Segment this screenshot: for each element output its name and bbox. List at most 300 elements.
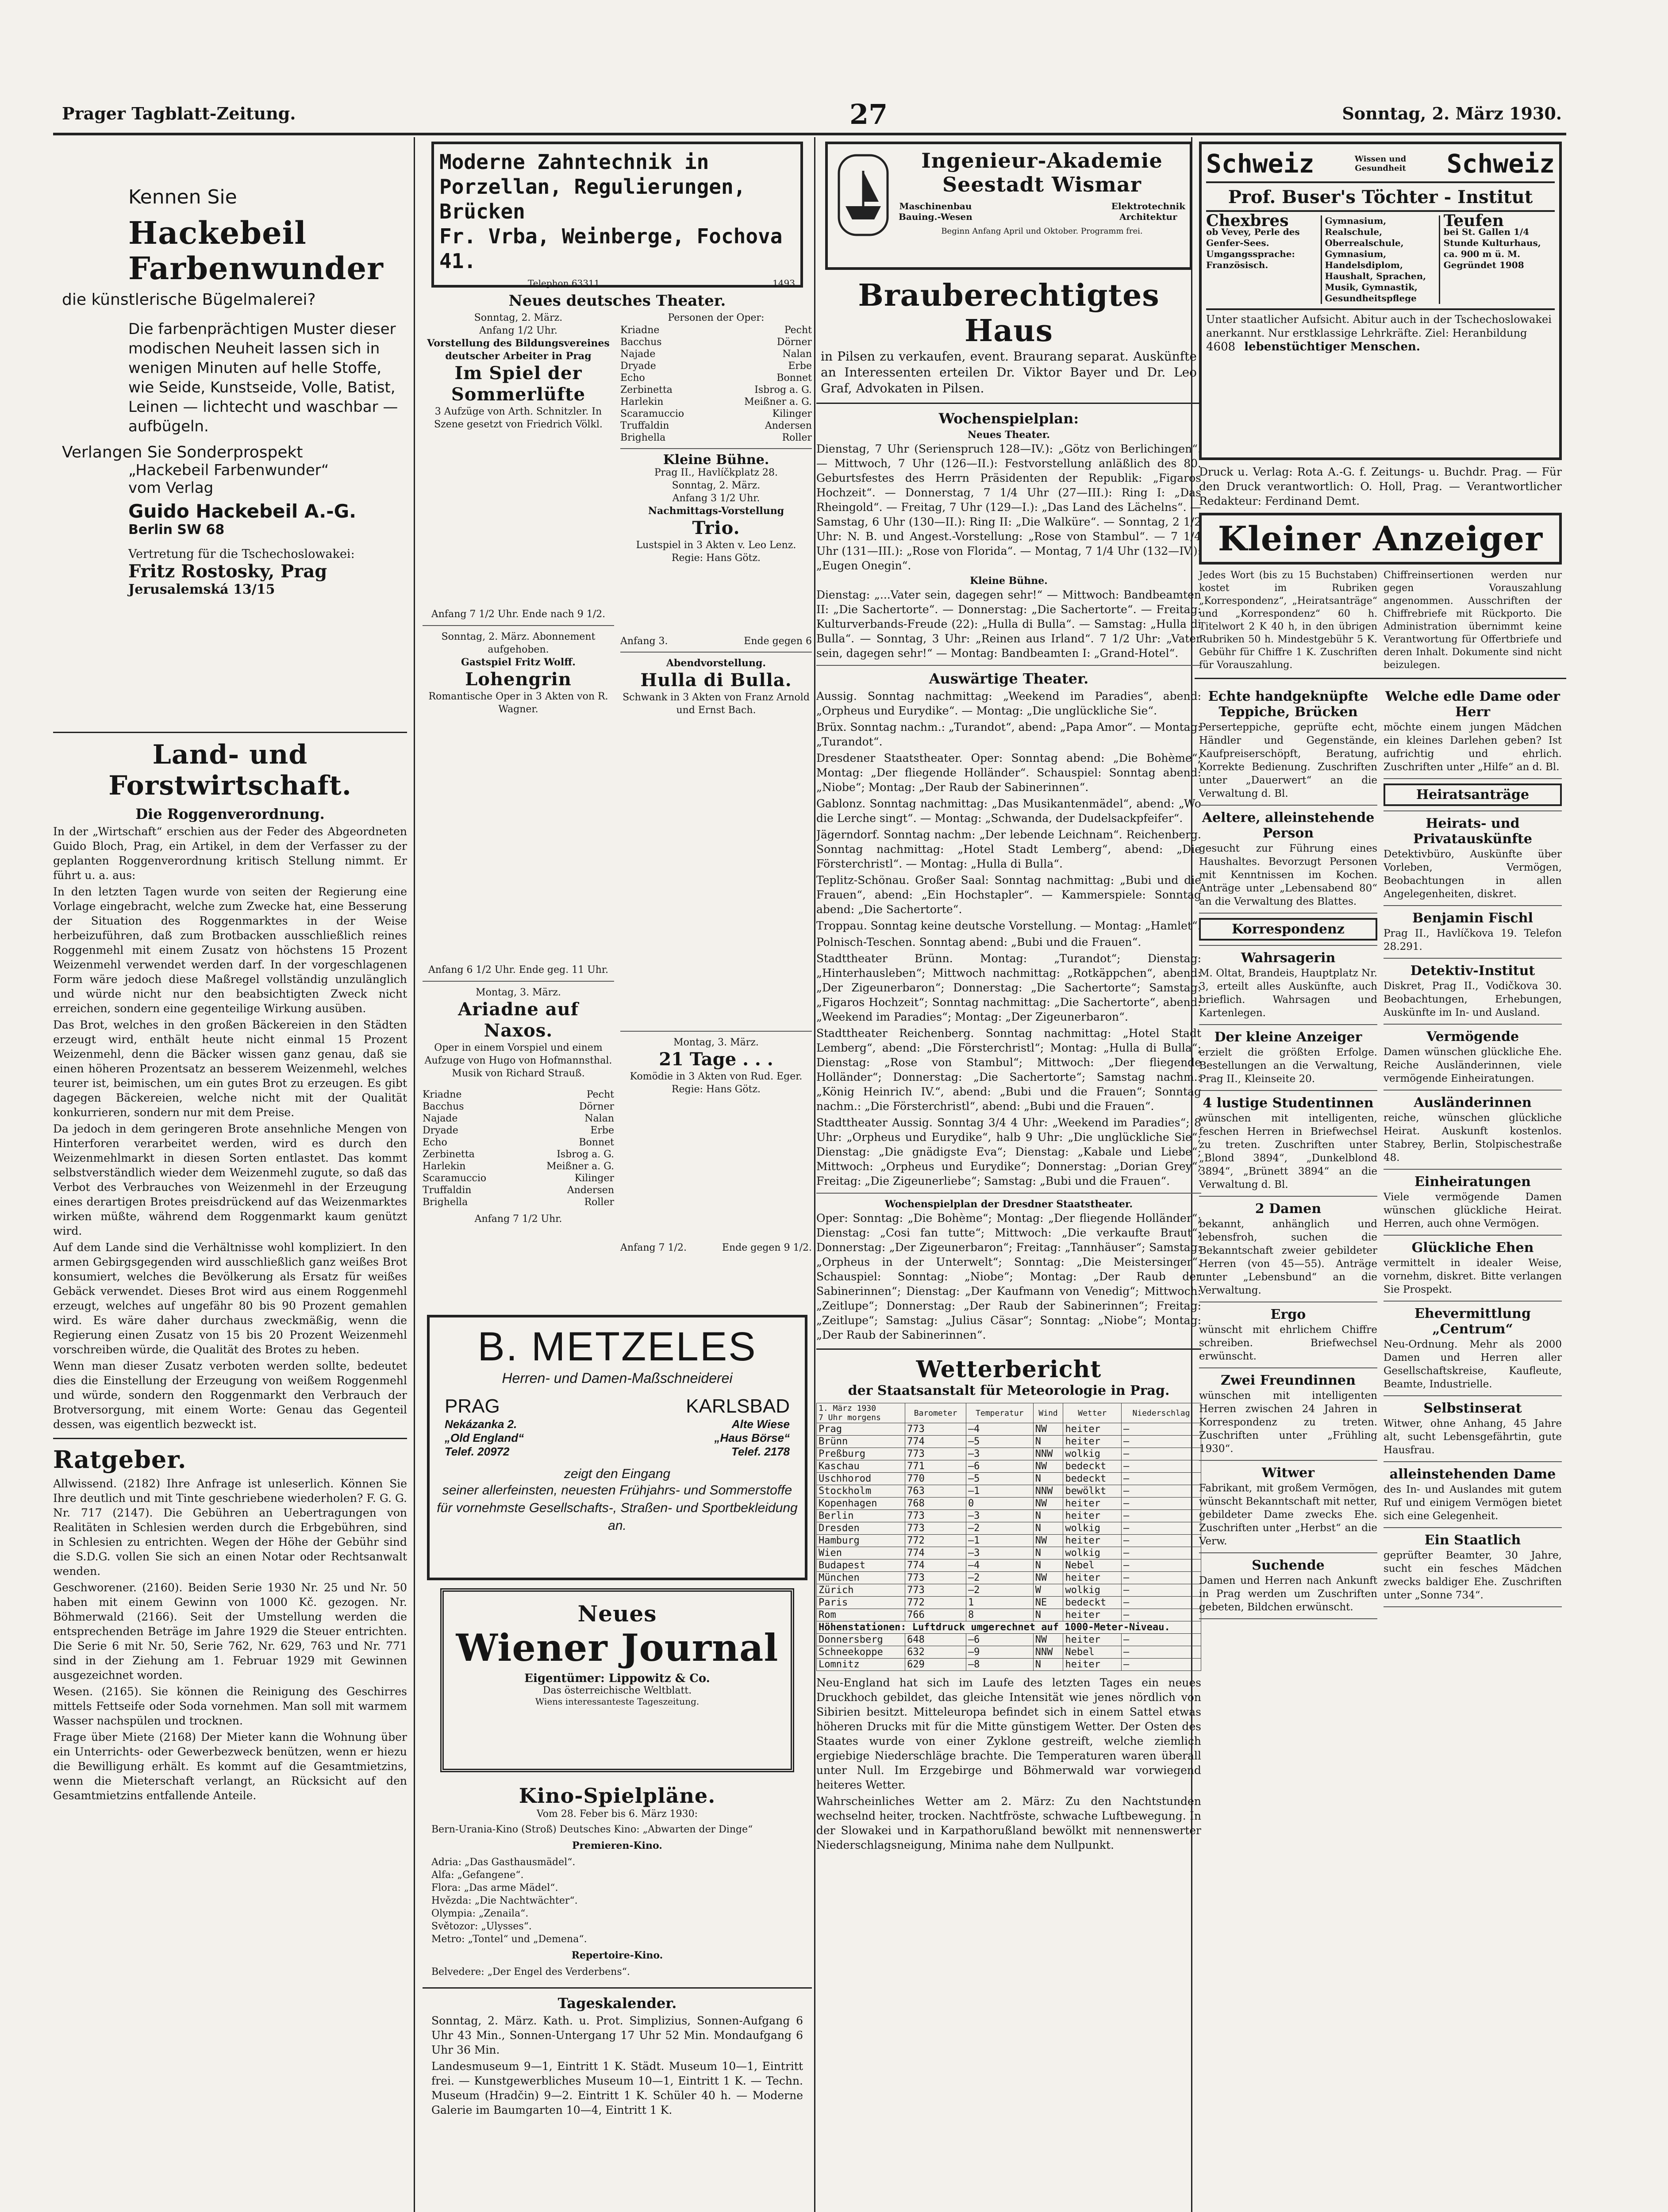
classified-ad xyxy=(1384,910,1562,959)
metzeles-prag: PRAG Nekázanka 2. „Old England“ Telef. 20972 xyxy=(445,1395,524,1458)
tarif-left: Jedes Wort (bis zu 15 Buchstaben) kostet im Rubriken „Korrespondenz“, „Heiratsanträge“ und „Korrespondenz“ 60 h. Titelwort 2 K 40 h, in den übrigen Rubriken 50 h. Mindestgebühr 5 K. Gebühr für Chiffre 1 K. Zuschriften für Vorauszahlung. xyxy=(1199,570,1377,671)
program-line: Sonntag, 2. März. Abonnement aufgehoben. xyxy=(441,631,596,655)
classified-ad xyxy=(1384,816,1562,906)
weather-cell: —3 xyxy=(966,1547,1033,1559)
column-4 xyxy=(1195,137,1566,2212)
weather-cell: NE xyxy=(1033,1597,1063,1609)
zahntechnik-line-1: Moderne Zahntechnik in Porzellan, Regulierungen, Brücken xyxy=(439,150,746,223)
weather-cell: N xyxy=(1033,1473,1063,1485)
classified-ad-title: Ausländerinnen xyxy=(1414,1095,1532,1110)
classified-ad xyxy=(1199,918,1377,946)
akademie-city: Seestadt Wismar xyxy=(942,173,1142,196)
weather-cell: — xyxy=(1122,1646,1201,1659)
classified-ad xyxy=(1384,1306,1562,1396)
classified-ad-title: 2 Damen xyxy=(1255,1201,1322,1217)
weather-cell: — xyxy=(1122,1436,1201,1448)
weather-cell: Donnersberg xyxy=(817,1634,905,1646)
classified-ad-text: Prag II., Havlíčkova 19. Telefon 28.291. xyxy=(1384,928,1562,952)
weather-cell: 773 xyxy=(905,1510,966,1522)
journal-name: Wiener Journal xyxy=(456,1626,779,1670)
classified-ad xyxy=(1199,1029,1377,1091)
ad-vertretung: Vertretung für die Tschechoslowakei: xyxy=(128,547,355,561)
classified-ad-text: erzielt die größten Erfolge. Bestellungen an die Verwaltung, Prag II., Kleinseite 20. xyxy=(1199,1047,1377,1085)
weather-cell: Brünn xyxy=(817,1436,905,1448)
weather-cell: 774 xyxy=(905,1559,966,1572)
column-2 xyxy=(423,137,812,2212)
weather-cell: — xyxy=(1122,1597,1201,1609)
weather-cell: —2 xyxy=(966,1584,1033,1597)
weather-cell: 774 xyxy=(905,1547,966,1559)
weather-cell: — xyxy=(1122,1510,1201,1522)
classified-left xyxy=(1199,685,1377,1624)
weather-cell: Rom xyxy=(817,1609,905,1621)
weather-cell: 773 xyxy=(905,1448,966,1460)
weather-cell: Hamburg xyxy=(817,1535,905,1547)
akademie-ad: Ingenieur-Akademie Seestadt Wismar Maschinenbau Bauing.-Wesen Elektrotechnik Architektur Beginn Anfang April und Oktober. Programm frei. xyxy=(825,142,1192,270)
weather-cell: 774 xyxy=(905,1436,966,1448)
schweiz-left: Schweiz xyxy=(1206,149,1314,179)
article-paragraph: Wenn man dieser Zusatz verboten werden sollte, bedeutet dies die Einstellung der Erzeugung von weißem Roggenmehl und würde, sondern den Roggenmarkt den Verbrauch der Brotversorgung, mit einem Worte: Genau das Gegenteil dessen, was eigentlich bezweckt ist. xyxy=(53,1359,407,1431)
cast-row: Bacchus Dörner xyxy=(423,1101,614,1112)
kino-list xyxy=(423,1820,812,1981)
theater-left xyxy=(423,311,614,1307)
ausw-paragraph: Troppau. Sonntag keine deutsche Vorstellung. — Montag: „Hamlet“. xyxy=(816,919,1201,932)
section-title-theater: Neues deutsches Theater. xyxy=(508,292,726,310)
weather-cell: N xyxy=(1033,1547,1063,1559)
program-line: Regie: Hans Götz. xyxy=(671,553,761,564)
ad-verlangen: Verlangen Sie Sonderprospekt xyxy=(62,443,303,461)
brau-text: in Pilsen zu verkaufen, event. Braurang separat. Auskünfte an Interessenten erteilen Dr. Viktor Bayer und Dr. Leo Graf, Advokaten in Pilsen. xyxy=(821,349,1197,396)
weather-cell: — xyxy=(1122,1423,1201,1436)
auswaertige-title: Auswärtige Theater. xyxy=(929,670,1089,687)
kino-line: Adria: „Das Gasthausmädel“. xyxy=(431,1857,576,1868)
weather-cell: —8 xyxy=(966,1659,1033,1671)
classified-ad-text: reiche, wünschen glückliche Heirat. Auskunft kostenlos. Stabrey, Berlin, Stolpischestraße 48. xyxy=(1384,1112,1562,1164)
weather-cell: — xyxy=(1122,1522,1201,1535)
classified-ad xyxy=(1199,1558,1377,1619)
cast-row: Scaramuccio Kilinger xyxy=(423,1173,614,1184)
classified-ad xyxy=(1384,1401,1562,1462)
weather-row xyxy=(817,1646,1201,1659)
program-line: Montag, 3. März. xyxy=(673,1037,759,1048)
weather-cell: — xyxy=(1122,1448,1201,1460)
ausw-paragraph: Gablonz. Sonntag nachmittag: „Das Musikantenmädel“, abend: „Wo die Lerche singt“. — Montag: „Schwanda, der Dudelsackpfeifer“. xyxy=(816,797,1201,825)
weather-cell: bedeckt xyxy=(1063,1460,1122,1473)
section-title-kino: Kino-Spielpläne. xyxy=(519,1784,716,1808)
cast-row: Kriadne Pecht xyxy=(423,1089,614,1100)
theater-right: Personen der Oper: Kriadne Pecht Bacchus Dörner Najade Nalan Dryade Erbe Echo Bonnet Zerbinetta Isbrog a. G. Harlekin Meißner a. G. Scaramuccio Kilinger Truffaldin Andersen Brighella Roller Kleine Bühne. Prag II., Havlíčkplatz 28. Sonntag, 2. März. Anfang 3 1/2 Uhr. Nachmittags-Vorstellung Trio. Lustspiel in 3 Akten v. Leo Lenz. Regie: Hans Götz. Anfang 3. Ende gegen 6 Abendvorstellung. Hulla di Bulla. Schwank in 3 Akten von Franz Arnold und Ernst Bach. Montag, 3. März. 21 Tage . . . Komödie in 3 Akten von Rud. Eger. Regie: Hans Götz. Anfang 7 1/2. Ende gegen 9 1/2. xyxy=(620,312,812,1253)
weather-cell: NW xyxy=(1033,1535,1063,1547)
program-line: Sonntag, 2. März. xyxy=(474,312,563,323)
program-line: Schwank in 3 Akten von Franz Arnold und Ernst Bach. xyxy=(623,692,810,716)
ad-agent: Fritz Rostosky, Prag xyxy=(128,561,327,582)
wetter-sub: der Staatsanstalt für Meteorologie in Prag. xyxy=(848,1383,1170,1398)
weather-cell: —4 xyxy=(966,1423,1033,1436)
weather-cell: —3 xyxy=(966,1510,1033,1522)
weather-row xyxy=(817,1423,1201,1436)
program-line: Oper in einem Vorspiel und einem Aufzuge von Hugo von Hofmannsthal. xyxy=(424,1042,612,1066)
weather-cell: Dresden xyxy=(817,1522,905,1535)
classified-ad xyxy=(1384,963,1562,1025)
kleine-paragraph: Dienstag: „...Vater sein, dagegen sehr!“ — Mittwoch: Bandbeamten II: „Die Sachertorte“. — Donnerstag: „Die Sachertorte“. — Freitag: Kulturverbands-Freude (22): „Hulla di Bulla“. — Samstag: „Hulla di Bulla“. — Sonntag, 3 Uhr: „Reinen aus Irland“. 7 1/2 Uhr: „Vater sein, dagegen sehr!“ — Montag: Bandbeamten I: „Grand-Hotel“. xyxy=(816,588,1201,660)
hackebeil-ad xyxy=(53,137,407,726)
theater-program xyxy=(423,311,812,1307)
kino-line: Hvězda: „Die Nachtwächter“. xyxy=(431,1895,578,1906)
column-1 xyxy=(53,137,407,2212)
weather-cell: wolkig xyxy=(1063,1584,1122,1597)
weather-cell: wolkig xyxy=(1063,1448,1122,1460)
weather-cell: Kopenhagen xyxy=(817,1498,905,1510)
weather-cell: —9 xyxy=(966,1646,1033,1659)
tages-paragraph: Sonntag, 2. März. Kath. u. Prot. Simplizius, Sonnen-Aufgang 6 Uhr 43 Min., Sonnen-Untergang 17 Uhr 52 Min. Mondaufgang 6 Uhr 36 Min. xyxy=(431,2014,803,2056)
hoehen-title: Höhenstationen: Luftdruck umgerechnet auf 1000-Meter-Niveau. xyxy=(817,1621,1201,1634)
cast-row: Zerbinetta Isbrog a. G. xyxy=(423,1149,614,1160)
kleine-buehne-title: Kleine Bühne. xyxy=(970,575,1048,587)
classified-ad-text: Viele vermögende Damen wünschen glückliche Heirat. Herren, auch ohne Vermögen. xyxy=(1384,1191,1562,1229)
metzeles-ad xyxy=(427,1315,807,1580)
weather-cell: Stockholm xyxy=(817,1485,905,1498)
classified-ad xyxy=(1384,1467,1562,1528)
dresden-paragraph: Oper: Sonntag: „Die Bohème“; Montag: „Der fliegende Holländer“; Dienstag: „Cosi fan tutte“; Mittwoch: „Die verkaufte Braut“; Donnerstag: „Der Zigeunerbaron“; Freitag: „Tannhäuser“; Samstag: „Orpheus in der Unterwelt“; Sonntag: „Die Meistersinger“. Schauspiel: Sonntag: „Niobe“; Montag: „Der Raub der Sabinerinnen“; Dienstag: „Der Kaufmann von Venedig“; Mittwoch: „Zeitlupe“; Donnerstag: „Der Raub der Sabinerinnen“; Freitag: „Zeitlupe“; Samstag: „Julius Cäsar“; Sonntag: „Niobe“; Montag: „Der Raub der Sabinerinnen“. xyxy=(816,1212,1201,1341)
kino-line: Světozor: „Ulysses“. xyxy=(431,1921,532,1932)
classified-ad-text: bekannt, anhänglich und lebensfroh, suchen die Bekanntschaft zweier gebildeter Herren (von 45—55). Anträge unter „Lebensbund“ an die Verwaltung. xyxy=(1199,1218,1377,1296)
ad-prospekt: „Hackebeil Farbenwunder“ xyxy=(128,461,329,479)
column-3 xyxy=(816,137,1201,2212)
weather-cell: 772 xyxy=(905,1597,966,1609)
weather-cell: 768 xyxy=(905,1498,966,1510)
ad-brand-1: Hackebeil xyxy=(128,215,307,251)
classified-ad-title: Suchende xyxy=(1252,1558,1325,1573)
program-title: Lohengrin xyxy=(465,669,572,690)
cast-row: Najade Nalan xyxy=(423,1113,614,1124)
brau-title: Brauberechtigtes Haus xyxy=(858,278,1160,349)
schweiz-code: 4608 xyxy=(1206,340,1236,353)
classified-ad xyxy=(1384,1532,1562,1607)
schweiz-mid: Wissen und Gesundheit xyxy=(1354,154,1407,173)
weather-cell: heiter xyxy=(1063,1423,1122,1436)
ausw-paragraph: Stadttheater Aussig. Sonntag 3/4 4 Uhr: „Weekend im Paradies“; 8 Uhr: „Orpheus und Eurydike“, halb 9 Uhr: „Die unglückliche Sie“; Dienstag: „Die gnädigste Eva“; Dienstag: „Kabale und Liebe“; Mittwoch: „Orpheus und Eurydike“; Donnerstag: „Dorian Grey“; Freitag: „Die Zigeunerliebe“; Samstag: „Bubi und die Frauen“. xyxy=(816,1116,1201,1187)
weather-cell: bewölkt xyxy=(1063,1485,1122,1498)
classified-ad-title: Wahrsagerin xyxy=(1241,950,1336,966)
ausw-paragraph: Jägerndorf. Sonntag nachm: „Der lebende Leichnam“. Reichenberg. Sonntag nachmittag: „Hotel Stadt Lemberg“, abend: „Die Försterchristl“. — Montag: „Hulla di Bulla“. xyxy=(816,828,1201,870)
column-rule-2 xyxy=(814,137,815,2212)
weather-row xyxy=(817,1498,1201,1510)
classified-ad xyxy=(1199,1095,1377,1197)
zahntechnik-line-2: Fr. Vrba, Weinberge, Fochova 41. xyxy=(439,224,783,273)
classified-ad-text: wünschen mit intelligenten, feschen Herren in Briefwechsel zu treten. Zuschriften unter „Blond 3894“, „Dunkelblond 3894“, „Brünett 3894“ an die Verwaltung d. Bl. xyxy=(1199,1113,1377,1190)
classified-ad-title: Vermögende xyxy=(1426,1029,1519,1045)
classified-ad-title: Ehevermittlung „Centrum“ xyxy=(1414,1306,1531,1337)
weather-cell: —6 xyxy=(966,1460,1033,1473)
weather-cell: 773 xyxy=(905,1522,966,1535)
classified-ad xyxy=(1199,810,1377,914)
weather-row xyxy=(817,1547,1201,1559)
classified-ad-title: Korrespondenz xyxy=(1199,918,1377,941)
program-line: Romantische Oper in 3 Akten von R. Wagner. xyxy=(428,691,608,715)
weather-row xyxy=(817,1597,1201,1609)
weather-cell: 629 xyxy=(905,1659,966,1671)
program-line: Vorstellung des Bildungsvereines deutscher Arbeiter in Prag xyxy=(427,338,610,362)
program-line: Nachmittags-Vorstellung xyxy=(648,505,784,517)
weather-cell: heiter xyxy=(1063,1634,1122,1646)
weather-cell: 632 xyxy=(905,1646,966,1659)
weather-cell: N xyxy=(1033,1659,1063,1671)
ratgeber-paragraph: Frage über Miete (2168) Der Mieter kann die Wohnung über ein Unterrichts- oder Gewerbezweck benützen, wenn er hiezu die Bewilligung erhält. Es kommt auf die Gesamtmietzins, wenn die Mieterschaft verlangt, an Rücksicht auf den Gesamtmietzins entfallende Anteile. xyxy=(53,1731,407,1802)
weather-cell: heiter xyxy=(1063,1510,1122,1522)
weather-cell: N xyxy=(1033,1522,1063,1535)
weather-cell: Zürich xyxy=(817,1584,905,1597)
weather-cell: —4 xyxy=(966,1559,1033,1572)
weather-cell: N xyxy=(1033,1436,1063,1448)
ausw-paragraph: Aussig. Sonntag nachmittag: „Weekend im Paradies“, abend: „Orpheus und Eurydike“. — Montag: „Die unglückliche Sie“. xyxy=(816,690,1201,717)
kino-line: Belvedere: „Der Engel des Verderbens“. xyxy=(431,1966,630,1978)
wochen-paragraph: Dienstag, 7 Uhr (Serienspruch 128—IV.): „Götz von Berlichingen“. — Mittwoch, 7 Uhr (126—II.): Festvorstellung anläßlich des 80. Geburtsfestes des Herrn Präsidenten der Republik: „Figaros Hochzeit“. — Donnerstag, 7 1/4 Uhr (27—III.): Ring I: „Das Rheingold“. — Freitag, 7 Uhr (129—I.): „Das Land des Lächelns“. — Samstag, 6 Uhr (130—II.): Ring II: „Die Walküre“. — Sonntag, 2 1/2 Uhr: N. B. und Angest.-Vorstellung: „Rose von Stambul“. — 7 1/4 Uhr (131—III.): „Rose von Florida“. — Montag, 7 1/4 Uhr (132—IV.): „Eugen Onegin“. xyxy=(816,442,1201,572)
ad-brand-2: Farbenwunder xyxy=(128,250,384,287)
schweiz-right: Schweiz xyxy=(1446,149,1555,179)
kino-heading: Repertoire-Kino. xyxy=(571,1950,663,1961)
program-line: Anfang 3 1/2 Uhr. xyxy=(672,493,760,504)
wiener-journal-ad xyxy=(440,1588,794,1772)
classified-ad-text: Damen und Herren nach Ankunft in Prag werden um Zuschriften gebeten, Bildchen erwünscht. xyxy=(1199,1575,1377,1613)
classified-ad-text: wünschen mit intelligenten Herren zwischen 24 Jahren in Korrespondenz zu treten. Zuschriften unter „Frühling 1930“. xyxy=(1199,1390,1377,1455)
weather-cell: — xyxy=(1122,1659,1201,1671)
article-roggen xyxy=(53,824,407,1432)
program-title: 21 Tage . . . xyxy=(659,1049,773,1070)
weather-row xyxy=(817,1436,1201,1448)
classified-ad-text: Neu-Ordnung. Mehr als 2000 Damen und Herren aller Gesellschaftskreise, Kaufleute, Beamte, Industrielle. xyxy=(1384,1339,1562,1390)
weather-cell: W xyxy=(1033,1584,1063,1597)
weather-cell: Uschhorod xyxy=(817,1473,905,1485)
tarif-right: Chiffreinsertionen werden nur gegen Vorauszahlung angenommen. Ausschriften der Chiffrebriefe mit Rückporto. Die Administration übernimmt keine Verantwortung für Offertbriefe und deren Inhalt. Dokumente sind nicht beizulegen. xyxy=(1384,570,1562,671)
weather-cell: —1 xyxy=(966,1535,1033,1547)
cast-row: Brighella Roller xyxy=(423,1197,614,1208)
journal-neues: Neues xyxy=(577,1601,657,1627)
program-title: Trio. xyxy=(692,518,740,538)
divider xyxy=(53,1438,407,1439)
weather-cell: — xyxy=(1122,1584,1201,1597)
weather-cell: —6 xyxy=(966,1634,1033,1646)
weather-cell: wolkig xyxy=(1063,1522,1122,1535)
kleiner-anzeiger-banner xyxy=(1199,513,1562,565)
weather-cell: 771 xyxy=(905,1460,966,1473)
ausw-paragraph: Stadttheater Reichenberg. Sonntag nachmittag: „Hotel Stadt Lemberg“, abend: „Die Försterchristl“; Montag: „Hulla di Bulla“; Dienstag: „Rose von Stambul“; Mittwoch: „Der fliegende Holländer“; Donnerstag: „Die Sachertorte“; Samstag nachm.: „König Heinrich IV.“, abend: „Bubi und die Frauen“; Sonntag nachm.: „Die Försterchristl“, abend: „Bubi und die Frauen“. xyxy=(816,1027,1201,1113)
weather-cell: —2 xyxy=(966,1522,1033,1535)
weather-cell: NW xyxy=(1033,1498,1063,1510)
weather-cell: 8 xyxy=(966,1609,1033,1621)
weather-cell: — xyxy=(1122,1535,1201,1547)
tages-paragraph: Landesmuseum 9—1, Eintritt 1 K. Städt. Museum 10—1, Eintritt frei. — Kunstgewerbliches Museum 10—1, Eintritt 1 K. — Techn. Museum (Hradčin) 9—2. Eintritt 1 K. Schüler 40 h. — Moderne Galerie im Baumgarten 10—4, Eintritt 1 K. xyxy=(431,2060,803,2116)
classified-ad xyxy=(1199,1307,1377,1368)
weather-cell: 0 xyxy=(966,1498,1033,1510)
weather-cell: München xyxy=(817,1572,905,1584)
classified-ad xyxy=(1199,1465,1377,1553)
classified-ad-title: Heiratsanträge xyxy=(1384,783,1562,806)
classified-ad-title: Der kleine Anzeiger xyxy=(1214,1029,1362,1045)
program-line: Gastspiel Fritz Wolff. xyxy=(461,657,576,668)
weather-cell: NW xyxy=(1033,1460,1063,1473)
classified-ad xyxy=(1384,689,1562,779)
weather-cell: —3 xyxy=(966,1448,1033,1460)
weather-cell: 773 xyxy=(905,1572,966,1584)
classified-ad xyxy=(1384,1174,1562,1236)
ausw-paragraph: Teplitz-Schönau. Großer Saal: Sonntag nachmittag: „Bubi und die Frauen“, abend: „Ein Hochstapler“. — Kammerspiele: Sonntag abend: „Die Sachertorte“. xyxy=(816,874,1201,916)
ad-vom: vom Verlag xyxy=(128,479,214,497)
weather-row xyxy=(817,1609,1201,1621)
program-line: 3 Aufzüge von Arth. Schnitzler. In Szene gesetzt von Friedrich Völkl. xyxy=(434,406,603,430)
ad-intro: Kennen Sie xyxy=(128,186,237,208)
weather-row xyxy=(817,1559,1201,1572)
metzeles-text-2: seiner allerfeinsten, neuesten Frühjahrs- und Sommerstoffe für vornehmste Gesellschafts-, Straßen- und Sportbekleidung an. xyxy=(437,1483,798,1533)
weather-cell: 772 xyxy=(905,1535,966,1547)
classified-ad-title: Aeltere, alleinstehende Person xyxy=(1202,810,1375,841)
wetter-title: Wetterbericht xyxy=(916,1356,1102,1383)
weather-row xyxy=(817,1460,1201,1473)
journal-owner: Eigentümer: Lippowitz & Co. xyxy=(524,1672,710,1685)
weather-cell: wolkig xyxy=(1063,1547,1122,1559)
weather-cell: bedeckt xyxy=(1063,1473,1122,1485)
weather-cell: —5 xyxy=(966,1473,1033,1485)
program-line: Anfang 7 1/2 Uhr. xyxy=(474,1214,562,1225)
weather-cell: 773 xyxy=(905,1423,966,1436)
weather-cell: — xyxy=(1122,1485,1201,1498)
classified-ads xyxy=(1195,685,1566,1624)
metzeles-sub: Herren- und Damen-Maßschneiderei xyxy=(502,1370,733,1386)
weather-cell: NNW xyxy=(1033,1485,1063,1498)
zahntechnik-ad xyxy=(431,142,803,288)
kino-line: Flora: „Das arme Mädel“. xyxy=(431,1882,558,1893)
weather-cell: — xyxy=(1122,1460,1201,1473)
classified-ad-text: Fabrikant, mit großem Vermögen, wünscht Bekanntschaft mit netter, gebildeter Dame zwecks Ehe. Zuschriften unter „Herbst“ an die Verw. xyxy=(1199,1482,1377,1547)
dresden-title: Wochenspielplan der Dresdner Staatstheater. xyxy=(884,1198,1133,1210)
cast-row: Dryade Erbe xyxy=(423,1125,614,1136)
classified-ad-text: M. Oltat, Brandeis, Hauptplatz Nr. 3, erteilt alles Auskünfte, auch brieflich. Wahrsagen und Kartenlegen. xyxy=(1199,968,1377,1019)
program-line: Personen der Oper: xyxy=(668,312,765,323)
classified-ad-title: Detektiv-Institut xyxy=(1410,963,1535,979)
classified-ad-text: Damen wünschen glückliche Ehe. Reiche Ausländerinnen, viele vermögende Einheiratungen. xyxy=(1384,1046,1562,1084)
weather-cell: — xyxy=(1122,1609,1201,1621)
kino-line: Bern-Urania-Kino (Stroß) Deutsches Kino: „Abwarten der Dinge“ xyxy=(431,1824,753,1835)
classified-ad-text: Detektivbüro, Auskünfte über Vorleben, Vermögen, Beobachtungen in allen Angelegenheiten, diskret. xyxy=(1384,849,1562,900)
wochenspielplan-title: Wochenspielplan: xyxy=(938,410,1079,427)
weather-cell: —1 xyxy=(966,1485,1033,1498)
weather-cell: heiter xyxy=(1063,1535,1122,1547)
classified-ad-title: Selbstinserat xyxy=(1423,1401,1522,1416)
journal-sub-2: Wiens interessanteste Tageszeitung. xyxy=(535,1696,699,1707)
weather-row xyxy=(817,1634,1201,1646)
article-paragraph: In der „Wirtschaft“ erschien aus der Feder des Abgeordneten Guido Bloch, Prag, ein Artikel, in dem der Verfasser zu der geplanten Roggenverordnung kritisch Stellung nimmt. Er führt u. a. aus: xyxy=(53,825,407,882)
weather-cell: Nebel xyxy=(1063,1559,1122,1572)
classified-ad-title: Echte handgeknüpfte Teppiche, Brücken xyxy=(1208,689,1368,720)
kleiner-anzeiger-title: Kleiner Anzeiger xyxy=(1218,519,1543,558)
kino-line: Metro: „Tontel“ und „Demena“. xyxy=(431,1934,587,1945)
weather-cell: 770 xyxy=(905,1473,966,1485)
weather-cell: — xyxy=(1122,1572,1201,1584)
classified-ad-text: gesucht zur Führung eines Haushaltes. Bevorzugt Personen mit Kenntnissen im Kochen. Anträge unter „Lebensabend 80“ an die Verwaltung des Blattes. xyxy=(1199,843,1377,907)
wetter-paragraph: Neu-England hat sich im Laufe des letzten Tages ein neues Druckhoch gebildet, das gleiche Intensität wie jenes nördlich von Sibirien besitzt. Mitteleuropa befindet sich in einem Sattel etwas höheren Drucks mit für die Mitte günstigem Wetter. Der Osten des Staates wurde von einer Zyklone gestreift, welche ziemlich ergiebige Niederschläge brachte. Die Temperaturen waren überall unter Null. Im Erzgebirge und Böhmerwald war vorwiegend heiteres Wetter. xyxy=(816,1676,1201,1791)
imprint: Druck u. Verlag: Rota A.-G. f. Zeitungs- u. Buchdr. Prag. — Für den Druck verantwortlich: O. Holl, Prag. — Verantwortlicher Redakteur: Ferdinand Demt. xyxy=(1199,465,1562,507)
classified-ad-title: 4 lustige Studentinnen xyxy=(1203,1095,1374,1111)
weather-cell: heiter xyxy=(1063,1572,1122,1584)
weather-cell: N xyxy=(1033,1559,1063,1572)
ad-address: Jerusalemská 13/15 xyxy=(128,582,275,597)
weather-table: 1. März 1930 7 Uhr morgens Barometer Temperatur Wind Wetter Niederschlag Prag 773 —4 NW heiter — Brünn 774 —5 N heiter — Preßburg 773 —3 NNW wolkig — Kaschau 771 —6 NW bedeckt — Uschhorod 770 —5 N bedeckt — Stockholm 763 —1 NNW bewölkt — Kopenhagen 768 0 NW heiter — Berlin 773 —3 N heiter — Dresden 773 —2 N wolkig — Hamburg 772 —1 NW heiter — Wien 774 —3 N wolkig — Budapest 774 —4 N Nebel — München 773 —2 NW heiter — Zürich 773 —2 W wolkig — Paris 772 1 NE bedeckt — Rom 766 8 N heiter — Höhenstationen: Luftdruck umgerechnet auf 1000-Meter-Niveau. Donnersberg 648 —6 NW heiter — Schneekoppe 632 —9 NNW Nebel — Lomnitz 629 —8 N heiter — xyxy=(816,1403,1201,1671)
weather-row xyxy=(817,1584,1201,1597)
weather-cell: 773 xyxy=(905,1584,966,1597)
article-paragraph: Das Brot, welches in den großen Bäckereien in den Städten erzeugt wird, enthält heute nicht einmal 15 Prozent Weizenmehl, denn die Bäcker wissen ganz genau, daß sie einen höheren Prozentsatz an besserem Weizenmehl, welches teurer ist, beimischen, um ein gutes Brot zu erzeugen. Es gibt dagegen Bäckereien, welche nicht mit der Qualität konkurrieren, sondern nur mit dem Preise. xyxy=(53,1018,407,1119)
weather-cell: — xyxy=(1122,1559,1201,1572)
weather-cell: 648 xyxy=(905,1634,966,1646)
classified-ad-title: Witwer xyxy=(1261,1465,1315,1481)
ausw-paragraph: Brüx. Sonntag nachm.: „Turandot“, abend: „Papa Amor“. — Montag: „Turandot“. xyxy=(816,721,1201,748)
weather-cell: NW xyxy=(1033,1634,1063,1646)
ratgeber-paragraph: Geschworener. (2160). Beiden Serie 1930 Nr. 25 und Nr. 50 haben mit einem Gewinn von 1000 Kč. gezogen. Nr. Böhmerwald (2166). Seit der Umstellung werden die entsprechenden Beträge im Jahre 1929 die Steuer entrichten. Die Serie 6 mit Nr. 50, Serie 762, Nr. 629, 763 und Nr. 771 sind in der Ziehung am 1. Februar 1929 mit Gewinnen ausgezeichnet worden. xyxy=(53,1581,407,1682)
article-paragraph: Auf dem Lande sind die Verhältnisse wohl kompliziert. In den armen Gebirgsgegenden wird ausschließlich ganz weißes Brot konsumiert, welches die Bevölkerung als Ersatz für weißes Gebäck verwendet. Dieses Brot wird aus einem Roggenmehl erzeugt, welches auf ungefähr 80 bis 90 Prozent gemahlen wird. Es wäre daher durchaus zweckmäßig, wenn die Regierung einen Zusatz von 15 bis 20 Prozent Weizenmehl vorschreiben würde, die Qualität des Brotes zu heben. xyxy=(53,1241,407,1356)
weather-cell: Wien xyxy=(817,1547,905,1559)
program-line: Anfang 6 1/2 Uhr. Ende geg. 11 Uhr. xyxy=(428,964,609,975)
article-title-roggen: Die Roggenverordnung. xyxy=(135,806,325,822)
journal-sub-1: Das österreichische Weltblatt. xyxy=(542,1685,692,1696)
classified-ad-title: Welche edle Dame oder Herr xyxy=(1385,689,1560,720)
classified-ad xyxy=(1199,1373,1377,1461)
ad-city: Berlin SW 68 xyxy=(128,522,225,538)
ausw-paragraph: Polnisch-Teschen. Sonntag abend: „Bubi und die Frauen“. xyxy=(816,936,1141,949)
classified-ad-title: Heirats- und Privatauskünfte xyxy=(1413,816,1532,847)
classified-ad xyxy=(1384,1029,1562,1091)
weather-cell: —2 xyxy=(966,1572,1033,1584)
program-line: Anfang 1/2 Uhr. xyxy=(479,325,557,336)
ratgeber-paragraph: Allwissend. (2182) Ihre Anfrage ist unleserlich. Können Sie Ihre deutlich und mit Tinte geschriebene wiederholen? F. G. G. Nr. 717 (2147). Die Gebühren an Uebertragungen von Realitäten in Schlesien werden durch die Erbgebühren, sind in Schlesien zu entrichten. Wegen der Höhe der Gebühr sind die S.D.G. vollen Sie sich an einen Notar oder Rechtsanwalt wenden. xyxy=(53,1477,407,1578)
weather-cell: heiter xyxy=(1063,1498,1122,1510)
metzeles-text-1: zeigt den Eingang xyxy=(564,1467,671,1481)
classified-ad-title: Benjamin Fischl xyxy=(1412,910,1533,926)
section-title-land: Land- und Forstwirtschaft. xyxy=(108,739,352,801)
weather-row xyxy=(817,1448,1201,1460)
weather-cell: Lomnitz xyxy=(817,1659,905,1671)
ratgeber-paragraph: Wesen. (2165). Sie können die Reinigung des Geschirres mittels Fettseife oder Soda vornehmen. Man soll mit warmem Wasser nachspülen und trocknen. xyxy=(53,1685,407,1727)
weather-cell: heiter xyxy=(1063,1609,1122,1621)
ad-body: Die farbenprächtigen Muster dieser modischen Neuheit lassen sich in wenigen Minuten auf helle Stoffe, wie Seide, Kunstseide, Volle, Batist, Leinen — lichtecht und waschbar — aufbügeln. xyxy=(128,320,398,435)
program-title: Hulla di Bulla. xyxy=(640,670,792,691)
classified-ad xyxy=(1199,950,1377,1025)
ausw-paragraph: Stadttheater Brünn. Montag: „Turandot“; Dienstag: „Hinterhausleben“; Mittwoch nachmittag: „Rotkäppchen“, abend: „Der Zigeunerbaron“; Donnerstag: „Die Sachertorte“; Samstag: „Figaros Hochzeit“; Sonntag nachmittag: „Die Sachertorte“, abend: „Weekend im Paradies“; Montag: „Der Zigeunerbaron“. xyxy=(816,952,1201,1023)
weather-cell: N xyxy=(1033,1510,1063,1522)
schweiz-foot-1: Unter staatlicher Aufsicht. Abitur auch in der Tschechoslowakei anerkannt. Nur erstklassige Lehrkräfte. Ziel: Heranbildung xyxy=(1206,308,1555,340)
classified-ad-text: möchte einem jungen Mädchen ein kleines Darlehen geben? Ist aufrichtig und ehrlich. Zuschriften unter „Hilfe“ an d. Bl. xyxy=(1384,722,1562,773)
classified-ad-title: Einheiratungen xyxy=(1414,1174,1531,1190)
zahntechnik-code: 1493 xyxy=(773,278,795,288)
weather-cell: — xyxy=(1122,1498,1201,1510)
weather-cell: Prag xyxy=(817,1423,905,1436)
weather-cell: Budapest xyxy=(817,1559,905,1572)
kino-heading: Premieren-Kino. xyxy=(572,1840,662,1851)
weather-cell: — xyxy=(1122,1473,1201,1485)
ship-emblem-icon xyxy=(837,153,890,237)
weather-cell: NNW xyxy=(1033,1646,1063,1659)
kino-line: Olympia: „Zenaila“. xyxy=(431,1908,529,1919)
program-title: Ariadne auf Naxos. xyxy=(458,999,579,1041)
weather-row xyxy=(817,1572,1201,1584)
article-paragraph: Da jedoch in dem geringeren Brote ansehnliche Mengen von Hinterforen verarbeitet werden, wird es durch den Weizenmehlmarkt in diesen Sorten entlastet. Das kommt selbstverständlich wieder dem Weizenmehl zugute, so daß das Verbot des Verbrauches von Weizenmehl in der Erzeugung eines derartigen Brotes preisdrückend auf das Weizenmarktes wirken müßte, während dem Roggenmarkt kaum genützt wird. xyxy=(53,1122,407,1237)
ad-question: die künstlerische Bügelmalerei? xyxy=(62,291,316,309)
classified-ad-text: Diskret, Prag II., Vodičkova 30. Beobachtungen, Erhebungen, Auskünfte im In- und Ausland. xyxy=(1384,980,1562,1018)
ad-firm: Guido Hackebeil A.-G. xyxy=(128,500,357,522)
program-line: Komödie in 3 Akten von Rud. Eger. Regie: Hans Götz. xyxy=(630,1071,803,1095)
program-line: Lustspiel in 3 Akten v. Leo Lenz. xyxy=(636,540,796,551)
program-line: Anfang 7 1/2 Uhr. Ende nach 9 1/2. xyxy=(431,609,606,620)
masthead-rule xyxy=(53,133,1566,135)
weather-row xyxy=(817,1485,1201,1498)
classified-ad xyxy=(1199,689,1377,806)
